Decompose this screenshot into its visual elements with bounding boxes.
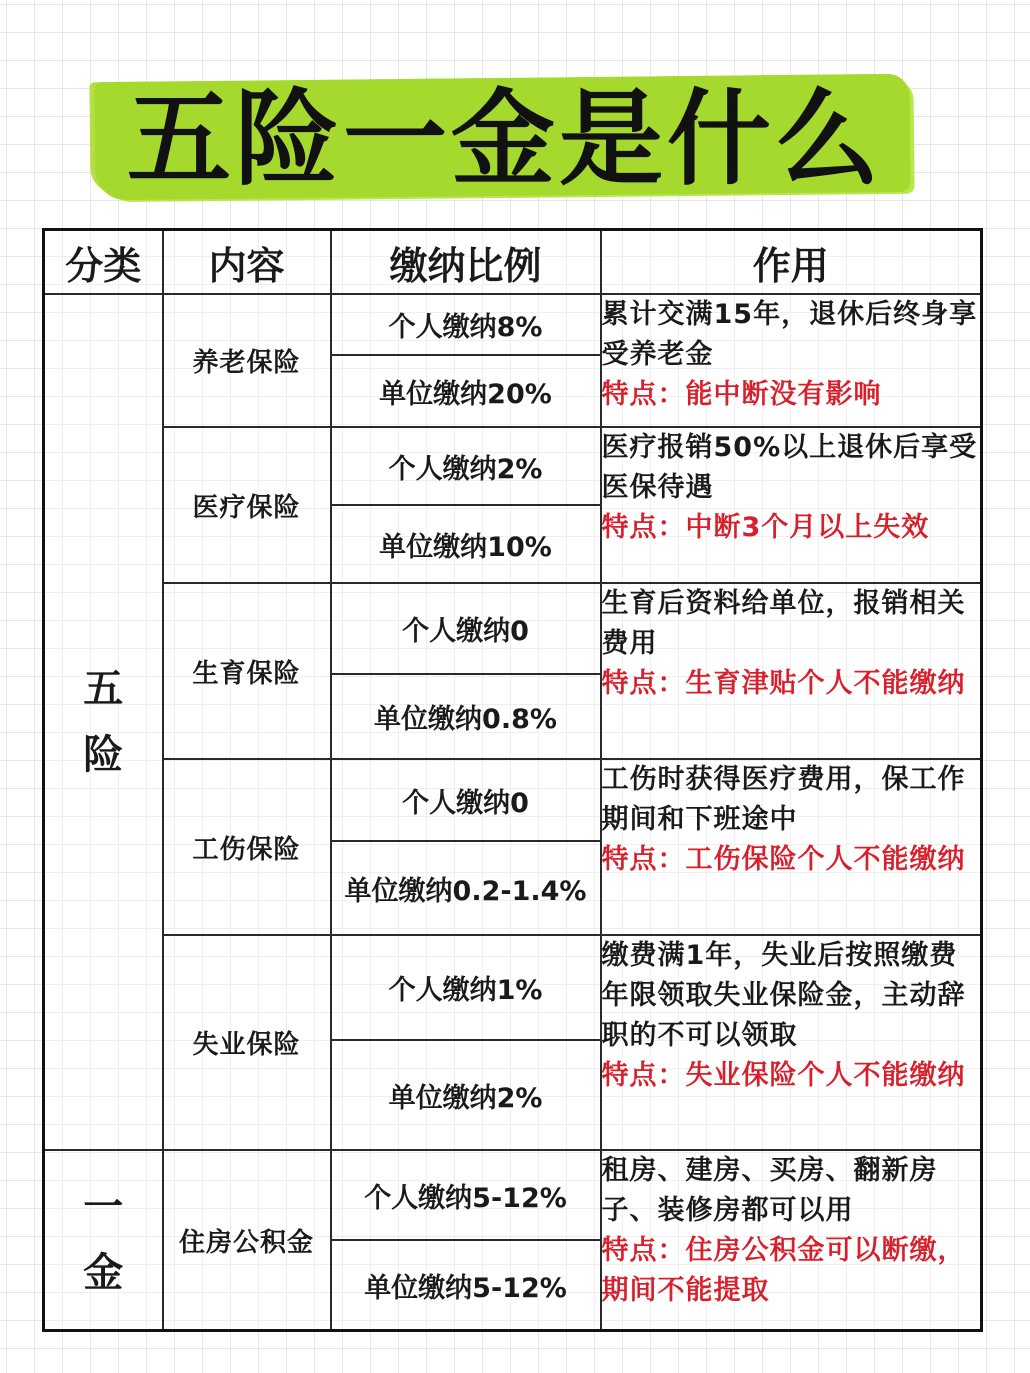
page-title: 五险一金是什么 (126, 77, 883, 200)
employer-rate: 单位缴纳0.8% (331, 674, 601, 759)
row-name: 生育保险 (163, 583, 331, 759)
effect-note: 特点：能中断没有影响 (601, 379, 882, 410)
effect-note: 特点：中断3个月以上失效 (601, 512, 930, 544)
effect-desc: 累计交满15年，退休后终身享受养老金 (601, 299, 978, 370)
row-effect (601, 759, 982, 935)
row-name: 工伤保险 (163, 759, 331, 935)
category-yijin: 一金 (44, 1150, 163, 1330)
row-name: 失业保险 (163, 935, 331, 1150)
effect-desc: 缴费满1年，失业后按照缴费年限领取失业保险金，主动辞职的不可以领取 (601, 940, 966, 1052)
effect-note: 特点：生育津贴个人不能缴纳 (601, 668, 966, 700)
header-category: 分类 (44, 230, 163, 295)
row-effect (601, 427, 982, 583)
table-row (44, 583, 982, 674)
row-name: 住房公积金 (163, 1150, 331, 1330)
table-row (44, 759, 982, 841)
row-name: 医疗保险 (163, 427, 331, 583)
table-row (44, 294, 982, 355)
personal-rate: 个人缴纳5-12% (331, 1150, 601, 1240)
effect-desc: 租房、建房、买房、翻新房子、装修房都可以用 (601, 1155, 938, 1227)
employer-rate: 单位缴纳0.2-1.4% (331, 841, 601, 935)
header-rate: 缴纳比例 (331, 230, 601, 295)
header-content: 内容 (163, 230, 331, 295)
insurance-table (42, 228, 983, 1332)
effect-note: 特点：工伤保险个人不能缴纳 (601, 844, 966, 876)
category-wuxian: 五险 (44, 294, 163, 1150)
row-effect (601, 1150, 982, 1330)
personal-rate: 个人缴纳0 (331, 759, 601, 841)
row-effect (601, 935, 982, 1150)
table-row (44, 935, 982, 1040)
personal-rate: 个人缴纳1% (331, 935, 601, 1040)
effect-desc: 生育后资料给单位，报销相关费用 (601, 588, 966, 660)
row-name: 养老保险 (163, 294, 331, 427)
row-effect (601, 294, 982, 427)
table-row (44, 427, 982, 505)
row-effect (601, 583, 982, 759)
personal-rate: 个人缴纳8% (331, 294, 601, 355)
effect-note: 特点：住房公积金可以断缴，期间不能提取 (601, 1235, 966, 1307)
employer-rate: 单位缴纳10% (331, 505, 601, 583)
header-effect: 作用 (601, 230, 982, 295)
employer-rate: 单位缴纳2% (331, 1040, 601, 1150)
personal-rate: 个人缴纳0 (331, 583, 601, 674)
effect-desc: 工伤时获得医疗费用，保工作期间和下班途中 (601, 764, 966, 836)
table-row (44, 1150, 982, 1240)
employer-rate: 单位缴纳5-12% (331, 1240, 601, 1330)
effect-desc: 医疗报销50%以上退休后享受医保待遇 (601, 432, 978, 504)
effect-note: 特点：失业保险个人不能缴纳 (601, 1060, 966, 1092)
title-area (85, 68, 925, 208)
employer-rate: 单位缴纳20% (331, 355, 601, 427)
header-row (44, 230, 982, 295)
personal-rate: 个人缴纳2% (331, 427, 601, 505)
